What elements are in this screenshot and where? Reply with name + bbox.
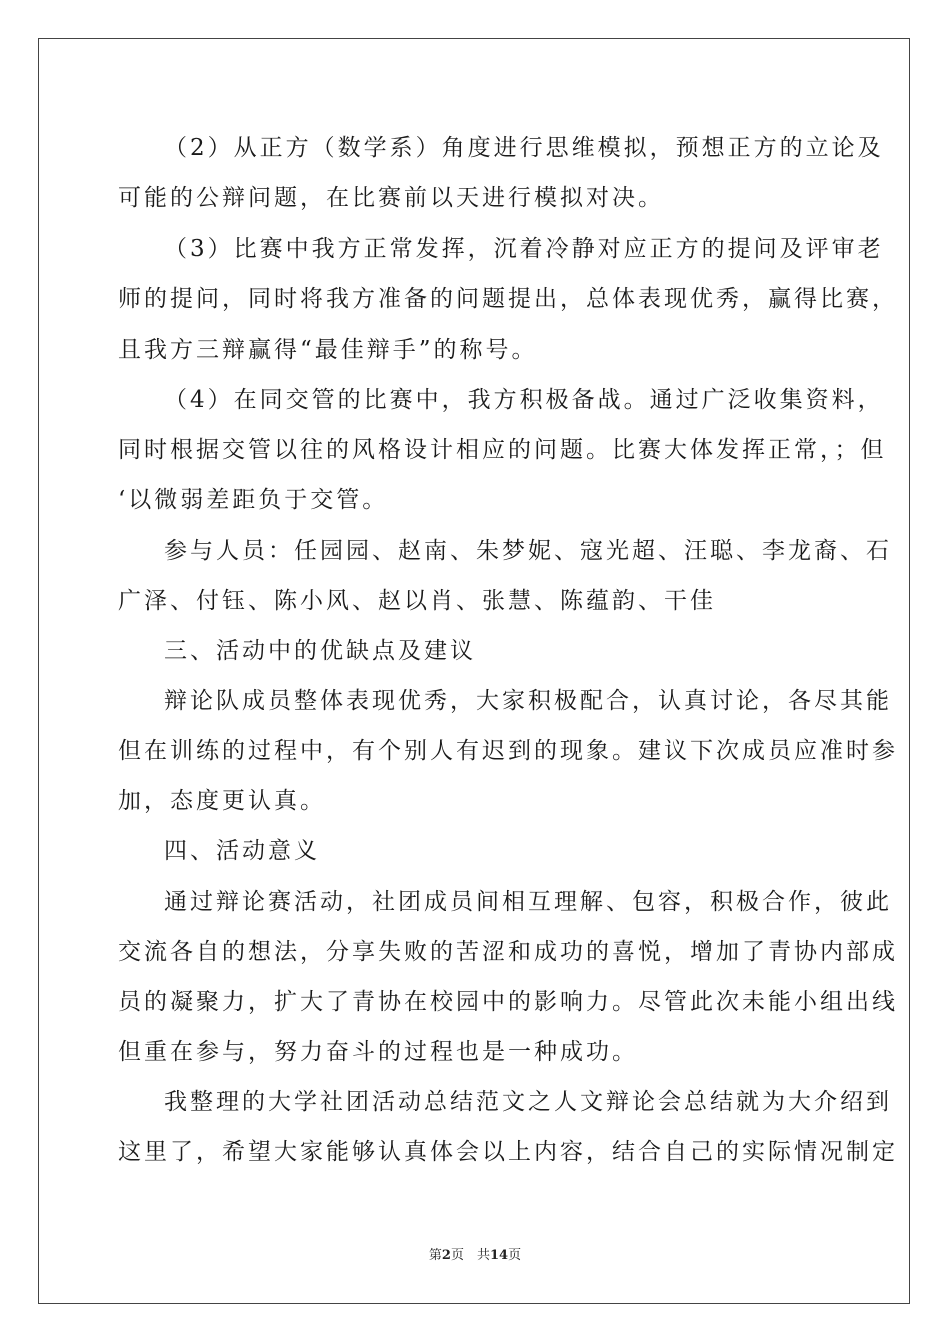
section-heading: 四、活动意义	[164, 838, 320, 864]
paragraph-line: 加，态度更认真。	[118, 788, 326, 814]
paragraph-line: 广泽、付钰、陈小风、赵以肖、张慧、陈蕴韵、干佳	[118, 588, 716, 614]
paragraph-line: （3）比赛中我方正常发挥，沉着冷静对应正方的提问及评审老	[164, 236, 884, 262]
paragraph-line: 且我方三辩赢得“最佳辩手”的称号。	[118, 337, 538, 363]
paragraph-line: 交流各自的想法，分享失败的苦涩和成功的喜悦，增加了青协内部成	[118, 939, 898, 965]
paragraph-line: ‘以微弱差距负于交管。	[118, 487, 389, 513]
paragraph-line: 我整理的大学社团活动总结范文之人文辩论会总结就为大介绍到	[164, 1089, 892, 1115]
paragraph-line: 但重在参与，努力奋斗的过程也是一种成功。	[118, 1039, 638, 1065]
paragraph-line: （2）从正方（数学系）角度进行思维模拟，预想正方的立论及	[164, 135, 884, 161]
footer-prefix: 第	[428, 1248, 442, 1263]
paragraph-line: 辩论队成员整体表现优秀，大家积极配合，认真讨论，各尽其能	[164, 688, 892, 714]
paragraph-line: 这里了，希望大家能够认真体会以上内容，结合自己的实际情况制定	[118, 1139, 898, 1165]
total-page-count: 14	[489, 1248, 509, 1263]
page-footer	[0, 1244, 950, 1263]
paragraph-line: 同时根据交管以往的风格设计相应的问题。比赛大体发挥正常，；但	[118, 437, 887, 463]
paragraph-line: 通过辩论赛活动，社团成员间相互理解、包容，积极合作，彼此	[164, 889, 892, 915]
paragraph-line: 但在训练的过程中，有个别人有迟到的现象。建议下次成员应准时参	[118, 738, 898, 764]
paragraph-line: （4）在同交管的比赛中，我方积极备战。通过广泛收集资料，	[164, 387, 884, 413]
footer-middle: 页 共	[450, 1248, 490, 1263]
section-heading: 三、活动中的优缺点及建议	[164, 638, 476, 664]
paragraph-line: 参与人员：任园园、赵南、朱梦妮、寇光超、汪聪、李龙裔、石	[164, 538, 892, 564]
paragraph-line: 员的凝聚力，扩大了青协在校园中的影响力。尽管此次未能小组出线	[118, 989, 898, 1015]
paragraph-line: 可能的公辩问题，在比赛前以天进行模拟对决。	[118, 185, 664, 211]
current-page-number: 2	[441, 1248, 451, 1263]
paragraph-line: 师的提问，同时将我方准备的问题提出，总体表现优秀，赢得比赛，	[118, 286, 898, 312]
footer-suffix: 页	[508, 1248, 522, 1263]
